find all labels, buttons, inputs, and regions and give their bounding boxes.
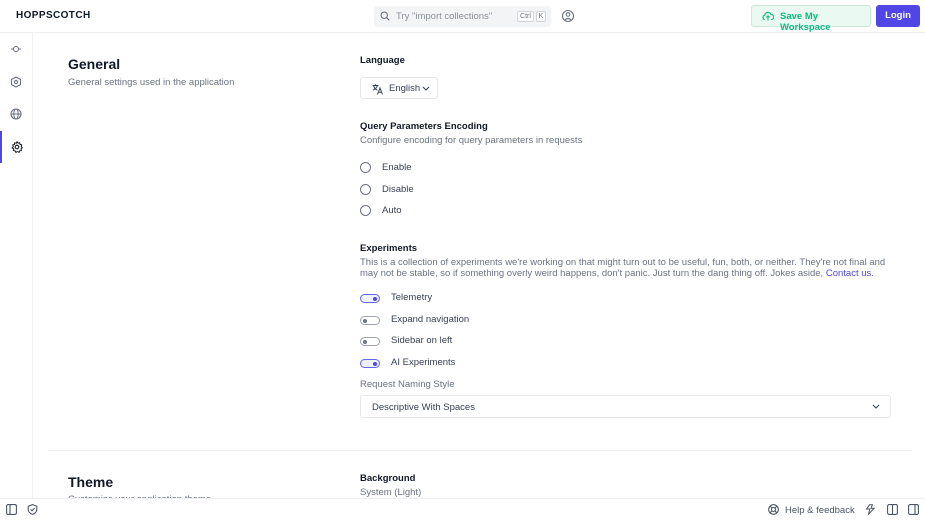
encoding-title: Query Parameters Encoding <box>360 121 488 132</box>
theme-title: Theme <box>68 474 114 490</box>
translate-icon <box>372 84 384 95</box>
rest-icon <box>10 43 22 55</box>
chevron-down-icon <box>422 86 430 91</box>
split-vertical-icon[interactable] <box>887 504 898 515</box>
section-divider <box>48 450 912 451</box>
toggle-label: Telemetry <box>391 292 433 303</box>
toggle-label: AI Experiments <box>391 357 456 368</box>
naming-style-value: Descriptive With Spaces <box>372 402 475 413</box>
radio-label: Disable <box>382 184 414 195</box>
radio-button[interactable] <box>360 205 371 216</box>
sidebar-item-settings[interactable] <box>0 131 33 163</box>
toggle-switch[interactable] <box>360 294 380 303</box>
radio-button[interactable] <box>360 162 371 173</box>
settings-icon <box>11 141 23 153</box>
radio-button[interactable] <box>360 184 371 195</box>
help-feedback-label: Help & feedback <box>785 505 855 516</box>
shield-check-icon[interactable] <box>27 504 38 515</box>
sidebar-item-graphql[interactable] <box>0 66 33 98</box>
search-bar[interactable] <box>374 6 551 27</box>
toggle-label: Expand navigation <box>391 314 470 325</box>
shortcut-ctrl-key: Ctrl <box>517 11 534 22</box>
cloud-upload-icon <box>762 11 774 21</box>
contact-us-link[interactable]: Contact us <box>825 268 872 279</box>
sidebar-item-rest[interactable] <box>0 33 33 65</box>
interceptor-icon[interactable] <box>865 504 876 515</box>
background-value: System (Light) <box>360 487 422 498</box>
shortcut-k-key: K <box>536 11 546 22</box>
radio-label: Auto <box>382 205 402 216</box>
background-label: Background <box>360 473 416 484</box>
naming-style-select[interactable] <box>360 395 891 418</box>
right-panel-icon[interactable] <box>908 504 919 515</box>
chevron-down-icon <box>872 404 880 409</box>
login-button[interactable]: Login <box>876 5 920 27</box>
toggle-label: Sidebar on left <box>391 335 453 346</box>
experiments-title: Experiments <box>360 243 418 254</box>
graphql-icon <box>10 76 22 88</box>
globe-icon <box>10 108 22 120</box>
footer-bar <box>0 498 925 520</box>
sidebar-item-realtime[interactable] <box>0 98 33 130</box>
app-logo[interactable]: HOPPSCOTCH <box>16 10 91 21</box>
contact-suffix: . <box>871 268 874 279</box>
experiments-description <box>360 257 888 279</box>
sidebar-toggle-icon[interactable] <box>6 504 17 515</box>
help-icon <box>768 504 779 515</box>
sidebar-nav <box>0 33 33 498</box>
toggle-switch[interactable] <box>360 337 380 346</box>
save-workspace-label: Save My Workspace <box>780 11 831 33</box>
workspace-user-icon[interactable] <box>561 9 575 23</box>
toggle-switch[interactable] <box>360 316 380 325</box>
save-workspace-button[interactable] <box>751 5 871 33</box>
search-icon <box>380 11 390 21</box>
language-label: Language <box>360 55 405 66</box>
general-title: General <box>68 56 121 72</box>
search-placeholder: Try "import collections" <box>396 11 493 22</box>
language-select[interactable] <box>360 77 438 99</box>
experiments-text: This is a collection of experiments we're working on that might turn out to be useful, fun, both, or neither. They're not final and may not be stable, so if something overly weird happens, don't panic. Just turn the dang thing off. Jokes aside, <box>360 257 886 279</box>
general-subtitle: General settings used in the application <box>68 77 235 88</box>
language-value: English <box>389 83 421 94</box>
naming-style-label: Request Naming Style <box>360 379 455 390</box>
encoding-description: Configure encoding for query parameters in requests <box>360 135 583 146</box>
top-bar <box>0 0 925 33</box>
toggle-switch[interactable] <box>360 359 380 368</box>
radio-label: Enable <box>382 162 412 173</box>
